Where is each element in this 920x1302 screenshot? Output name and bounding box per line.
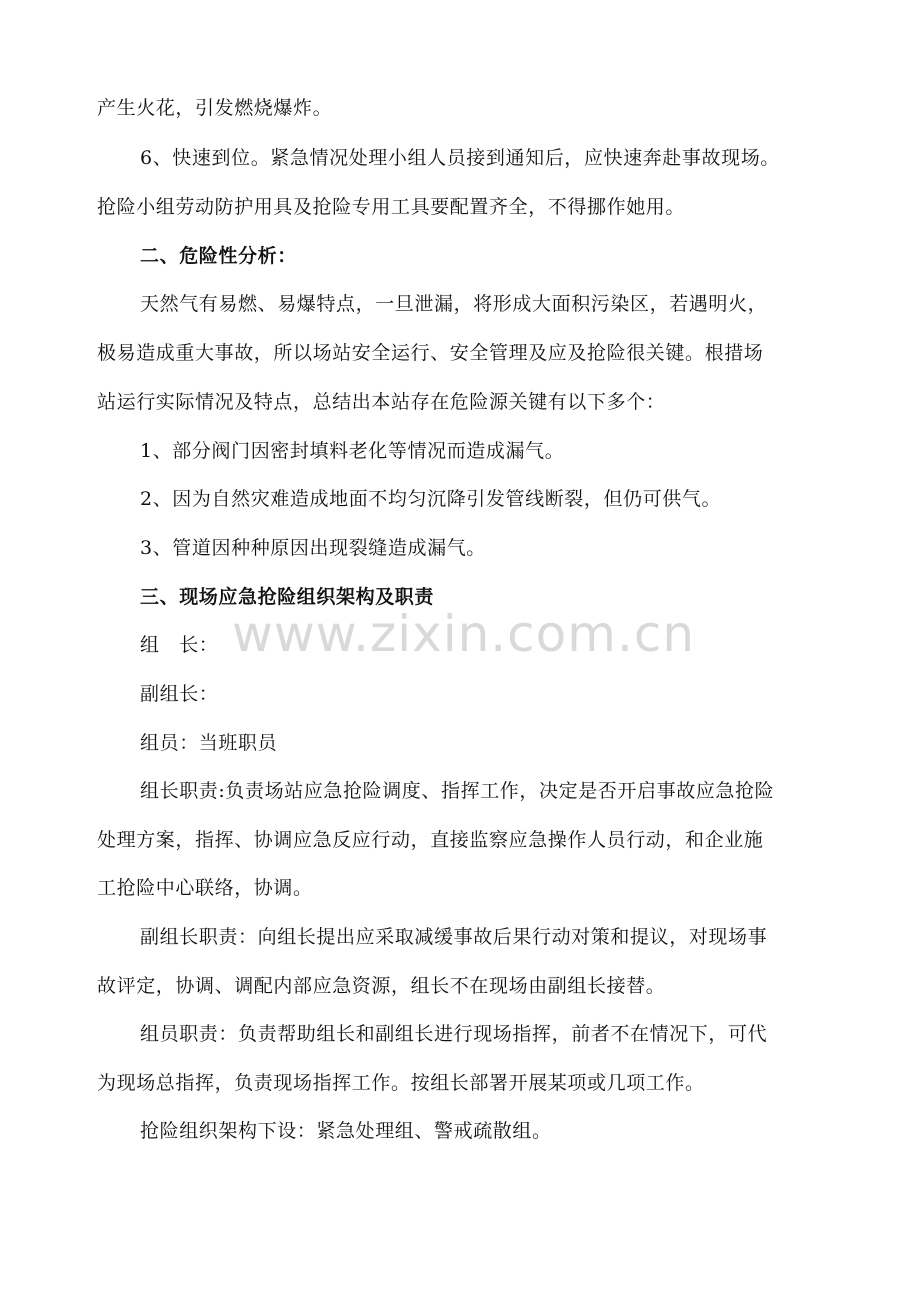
list-item: 1、部分阀门因密封填料老化等情况而造成漏气。 [140,440,565,462]
paragraph-line: 故评定，协调、调配内部应急资源，组长不在现场由副组长接替。 [97,975,666,997]
paragraph-line: 组员职责：负责帮助组长和副组长进行现场指挥，前者不在情况下，可代 [140,1023,768,1045]
paragraph-line: 处理方案，指挥、协调应急反应行动，直接监察应急操作人员行动，和企业施 [97,829,764,851]
section-heading: 三、现场应急抢险组织架构及职责 [140,586,435,608]
paragraph-line: 产生火花，引发燃烧爆炸。 [97,97,333,119]
paragraph-line: 副组长： [140,683,219,705]
list-item: 2、因为自然灾难造成地面不均匀沉降引发管线断裂，但仍可供气。 [140,488,722,510]
paragraph-line: 天然气有易燃、易爆特点，一旦泄漏，将形成大面积污染区，若遇明火， [140,293,768,315]
paragraph-line: 组 长： [140,634,219,656]
paragraph-line: 抢险组织架构下设：紧急处理组、警戒疏散组。 [140,1120,552,1142]
list-item: 3、管道因种种原因出现裂缝造成漏气。 [140,537,486,559]
watermark-text: www.zixin.com.cn [232,605,696,663]
paragraph-line: 副组长职责：向组长提出应采取减缓事故后果行动对策和提议，对现场事 [140,926,768,948]
paragraph-line: 组员：当班职员 [140,732,278,754]
paragraph-line: 6、快速到位。紧急情况处理小组人员接到通知后，应快速奔赴事故现场。 [140,147,780,169]
paragraph-line: 抢险小组劳动防护用具及抢险专用工具要配置齐全，不得挪作她用。 [97,196,686,218]
paragraph-line: 站运行实际情况及特点，总结出本站存在危险源关键有以下多个： [97,391,666,413]
paragraph-line: 为现场总指挥，负责现场指挥工作。按组长部署开展某项或几项工作。 [97,1072,705,1094]
paragraph-line: 极易造成重大事故，所以场站安全运行、安全管理及应及抢险很关键。根措场 [97,342,764,364]
section-heading: 二、危险性分析： [140,245,297,267]
paragraph-line: 工抢险中心联络，协调。 [97,877,313,899]
paragraph-line: 组长职责:负责场站应急抢险调度、指挥工作，决定是否开启事故应急抢险 [140,780,775,802]
